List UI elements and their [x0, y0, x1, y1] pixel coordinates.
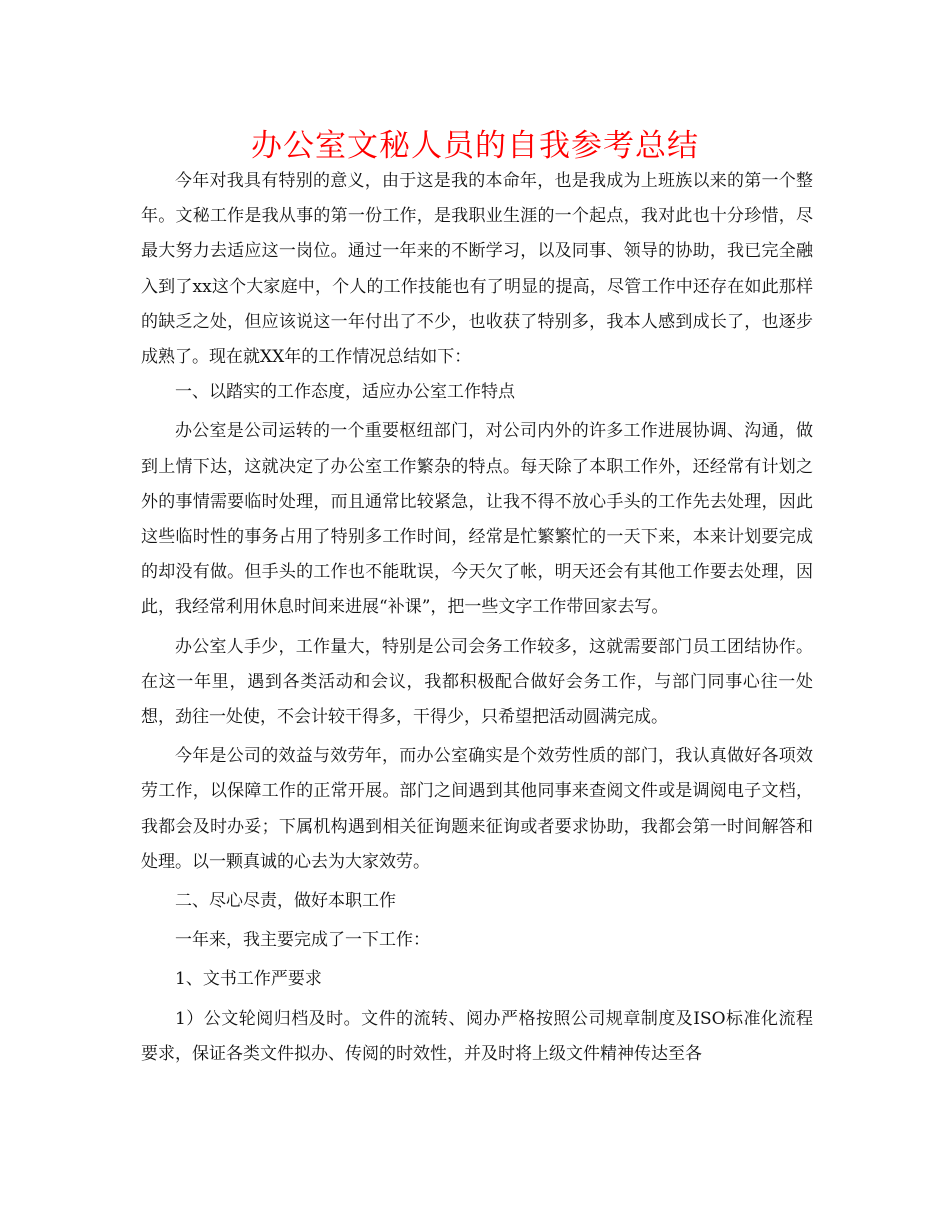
subsection-heading-1: 1、文书工作严要求 — [175, 969, 322, 990]
paragraph-teamwork: 办公室人手少，工作量大，特别是公司会务工作较多，这就需要部门员工团结协作。在这一年里，遇到各类活动和会议，我都积极配合做好会务工作，与部门同事心往一处想，劲往一处使，不会计较干得多，干得少，只希望把活动圆满完成。 — [141, 636, 813, 728]
paragraph-intro: 今年对我具有特别的意义，由于这是我的本命年，也是我成为上班族以来的第一个整年。文秘工作是我从事的第一份工作，是我职业生涯的一个起点，我对此也十分珍惜，尽最大努力去适应这一岗位。通过一年来的不断学习，以及同事、领导的协助，我已完全融入到了xx这个大家庭中，个人的工作技能也有了明显的提高，尽管工作中还存在如此那样的缺乏之处，但应该说这一年付出了不少，也收获了特别多，我本人感到成长了，也逐步成熟了。现在就XX年的工作情况总结如下： — [141, 171, 813, 368]
section-heading-2: 二、尽心尽责，做好本职工作 — [175, 891, 396, 912]
paragraph-document-archiving: 1）公文轮阅归档及时。文件的流转、阅办严格按照公司规章制度及ISO标准化流程要求，保证各类文件拟办、传阅的时效性，并及时将上级文件精神传达至各 — [141, 1008, 813, 1064]
document-body — [141, 164, 813, 1072]
paragraph-office-hub: 办公室是公司运转的一个重要枢纽部门，对公司内外的许多工作进展协调、沟通，做到上情下达，这就决定了办公室工作繁杂的特点。每天除了本职工作外，还经常有计划之外的事情需要临时处理，而且通常比较紧急，让我不得不放心手头的工作先去处理，因此这些临时性的事务占用了特别多工作时间，经常是忙繁繁忙的一天下来，本来计划要完成的却没有做。但手头的工作也不能耽误，今天欠了帐，明天还会有其他工作要去处理，因此，我经常利用休息时间来进展“补课”，把一些文字工作带回家去写。 — [141, 421, 813, 618]
paragraph-service: 今年是公司的效益与效劳年，而办公室确实是个效劳性质的部门，我认真做好各项效劳工作，以保障工作的正常开展。部门之间遇到其他同事来查阅文件或是调阅电子文档，我都会及时办妥；下属机构遇到相关征询题来征询或者要求协助，我都会第一时间解答和处理。以一颗真诚的心去为大家效劳。 — [141, 746, 813, 872]
document-title: 办公室文秘人员的自我参考总结 — [251, 128, 699, 164]
section-heading-1: 一、以踏实的工作态度，适应办公室工作特点 — [175, 382, 515, 403]
paragraph-work-done: 一年来，我主要完成了一下工作： — [175, 930, 430, 951]
